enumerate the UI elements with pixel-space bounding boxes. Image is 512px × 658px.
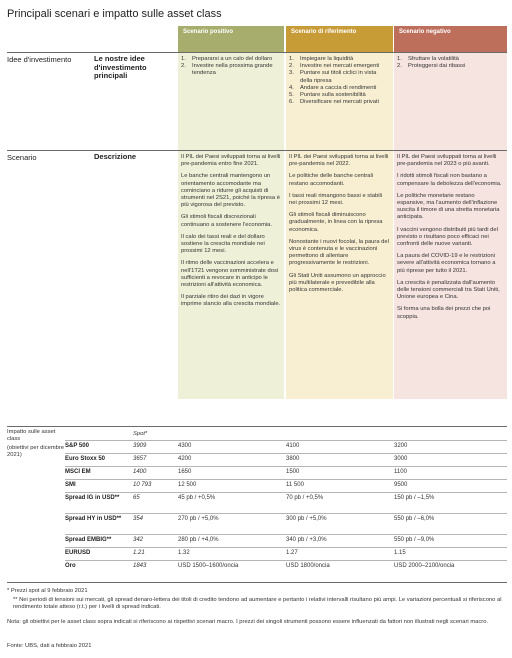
investment-idea-item: 2. Investire nei mercati emergenti: [289, 63, 380, 70]
spot-value: 342: [133, 537, 144, 543]
asset-name: MSCI EM: [65, 469, 91, 475]
negative-value: 550 pb / –6,0%: [394, 516, 435, 522]
footnote-spot: * Prezzi spot al 9 febbraio 2021: [7, 588, 88, 594]
reference-value: 70 pb / +0,5%: [286, 495, 324, 501]
table-row: [65, 560, 507, 573]
scenario-paragraph: Il ritmo delle vaccinazioni accelera e nell'1T21 vengono somministrate dosi sufficienti a revocare in anticipo le restrizioni all'attività economica.: [181, 260, 279, 289]
investment-positive: [181, 56, 281, 78]
table-row: [65, 513, 507, 534]
scenario-paragraph: Le politiche monetarie restano espansive, ma l'aumento dell'inflazione suscita il timore di una stretta monetaria anticipata.: [397, 192, 500, 221]
scenario-paragraph: Gli stimoli fiscali discrezionali continuano a sostenere l'economia.: [181, 214, 273, 228]
asset-name: Euro Stoxx 50: [65, 456, 106, 462]
investment-idea-item: 5. Puntare sulla sostenibilità: [289, 92, 366, 99]
table-row: [65, 534, 507, 547]
divider: [7, 52, 507, 53]
negative-value: 9500: [394, 482, 408, 488]
spot-value: 354: [133, 516, 144, 522]
positive-value: 45 pb / +0,5%: [178, 495, 216, 501]
scenario-paragraph: I vaccini vengono distribuiti più tardi del previsto o risultano poco efficaci nei confronti delle nuove varianti.: [397, 226, 498, 248]
spot-value: 3909: [133, 443, 147, 449]
scenario-paragraph: Il PIL dei Paesi sviluppati torna ai livelli pre-pandemia nel 2023 o più avanti.: [397, 154, 497, 168]
scenario-negative: [397, 154, 503, 326]
scenario-paragraph: Le banche centrali mantengono un orientamento accomodante ma cominciano a ridurre gli acquisti di strumenti nel 2S21, poiché la ripresa è più vigorosa del previsto.: [181, 173, 280, 209]
scenario-paragraph: Il parziale ritiro dei dazi in vigore imprime slancio alla crescita mondiale.: [181, 294, 281, 308]
reference-value: 340 pb / +3,0%: [286, 537, 327, 543]
footnote-spread: ** Nei periodi di tensioni sui mercati, gli spread denaro-lettera dei titoli di credito tendono ad aumentare e pertanto i relativi intervalli risultano più ampi. Le variazioni percentuali si riferiscono al rendimento totale atteso (r.t.) per i livelli di spread indicati.: [13, 597, 502, 611]
source-line: Fonte: UBS, dati a febbraio 2021: [7, 643, 92, 649]
scenario-paragraph: Il calo dei tassi reali e del dollaro sostiene la crescita mondiale nei prossimi 12 mesi.: [181, 233, 265, 255]
reference-value: 3800: [286, 456, 300, 462]
investment-idea-item: 6. Diversificare nei mercati privati: [289, 99, 379, 106]
scenario-paragraph: Il PIL dei Paesi sviluppati torna ai livelli pre-pandemia nel 2022.: [289, 154, 389, 168]
negative-value: USD 2000–2100/oncia: [394, 563, 455, 569]
scenario-paragraph: Si forma una bolla dei prezzi che poi scoppia.: [397, 306, 491, 320]
spot-value: 1843: [133, 563, 147, 569]
positive-value: USD 1500–1600/oncia: [178, 563, 239, 569]
reference-value: 300 pb / +5,0%: [286, 516, 327, 522]
impact-table: [65, 440, 507, 573]
positive-value: 1.32: [178, 550, 190, 556]
spot-header: Spot*: [133, 431, 148, 437]
investment-idea-item: 1. Prepararsi a un calo del dollaro: [181, 56, 273, 62]
investment-row-label: Idee d'investimento: [7, 55, 72, 64]
positive-value: 270 pb / +5,0%: [178, 516, 219, 522]
scenario-paragraph: Gli stimoli fiscali diminuiscono gradualmente, in linea con la ripresa economica.: [289, 212, 383, 233]
header-reference: Scenario di riferimento: [286, 26, 393, 52]
investment-idea-item: 3. Puntare sui titoli ciclici in vista della ripresa: [289, 70, 377, 84]
table-row: [65, 453, 507, 466]
header-positive: Scenario positivo: [178, 26, 284, 52]
negative-value: 150 pb / –1,5%: [394, 495, 435, 501]
asset-name: Oro: [65, 563, 76, 569]
header-negative: Scenario negativo: [394, 26, 507, 52]
positive-value: 12 500: [178, 482, 197, 488]
positive-value: 4200: [178, 456, 192, 462]
investment-row-heading: Le nostre idee d'investimento principali: [94, 54, 147, 80]
page-title: Principali scenari e impatto sulle asset class: [7, 8, 222, 20]
scenario-paragraph: Nonostante i nuovi focolai, la paura del virus è contenuta e le vaccinazioni permettono di allentare progressivamente le restrizioni.: [289, 238, 389, 267]
table-row: [65, 479, 507, 492]
divider: [7, 582, 507, 583]
negative-value: 3200: [394, 443, 408, 449]
scenario-positive: [181, 154, 281, 314]
reference-value: 1.27: [286, 550, 298, 556]
scenario-paragraph: Le politiche delle banche centrali restano accomodanti.: [289, 173, 374, 187]
scenario-paragraph: La crescita è penalizzata dall'aumento delle tensioni commerciali tra Stati Uniti, Unione europea e Cina.: [397, 279, 500, 301]
scenario-row-heading: Descrizione: [94, 152, 137, 161]
investment-negative: [397, 56, 503, 70]
spot-value: 3657: [133, 456, 147, 462]
asset-name: Spread EMBIG**: [65, 537, 112, 543]
positive-value: 280 pb / +4,0%: [178, 537, 219, 543]
negative-value: 1.15: [394, 550, 406, 556]
impact-subtitle: (obiettivi per dicembre 2021): [7, 445, 65, 458]
scenario-paragraph: La paura del COVID-19 e le restrizioni severe all'attività economica tornano a più riprese per tutto il 2021.: [397, 253, 496, 274]
spot-value: 65: [133, 495, 140, 501]
scenario-paragraph: I tassi reali rimangono bassi e stabili nei prossimi 12 mesi.: [289, 192, 383, 207]
table-row: [65, 547, 507, 560]
reference-value: 11 500: [286, 482, 304, 488]
scenario-paragraph: I ridotti stimoli fiscali non bastano a compensare la debolezza dell'economia.: [397, 173, 502, 187]
table-row: [65, 492, 507, 513]
spot-value: 10 793: [133, 482, 152, 488]
footnote-note: Nota: gli obiettivi per le asset class sopra indicati si riferiscono ai rispettivi scenari macro. I prezzi dei singoli strumenti possono essere influenzati da fattori non illustrati negli scenari macro.: [7, 619, 489, 625]
negative-value: 3000: [394, 456, 408, 462]
investment-idea-item: 4. Andare a caccia di rendimenti: [289, 84, 377, 91]
impact-label: [7, 429, 65, 459]
reference-value: 1500: [286, 469, 300, 475]
negative-value: 1100: [394, 469, 407, 475]
asset-name: EURUSD: [65, 550, 91, 556]
spot-value: 1400: [133, 469, 147, 475]
spot-value: 1.21: [133, 550, 145, 556]
table-row: [65, 466, 507, 479]
asset-name: SMI: [65, 482, 76, 488]
investment-idea-item: 1. Impiegare la liquidità: [289, 56, 354, 62]
investment-idea-item: 2. Proteggersi dai ribassi: [397, 63, 466, 70]
divider: [7, 150, 507, 151]
divider: [7, 426, 507, 427]
negative-value: 550 pb / –9,0%: [394, 537, 435, 543]
asset-name: Spread IG in USD**: [65, 495, 120, 501]
scenario-row-label: Scenario: [7, 153, 37, 162]
scenario-paragraph: Gli Stati Uniti assumono un approccio più multilaterale e prevedibile alla politica commerciale.: [289, 272, 386, 294]
investment-idea-item: 2. Investire nella prossima grande tendenza: [181, 63, 273, 77]
investment-reference: [289, 56, 390, 106]
scenario-reference: [289, 154, 390, 299]
reference-value: USD 1800/oncia: [286, 563, 330, 569]
positive-value: 1650: [178, 469, 192, 475]
asset-name: S&P 500: [65, 443, 89, 449]
table-row: [65, 440, 507, 453]
scenario-paragraph: Il PIL dei Paesi sviluppati torna ai livelli pre-pandemia entro fine 2021.: [181, 154, 281, 168]
investment-idea-item: 1. Sfruttare la volatilità: [397, 56, 459, 62]
asset-name: Spread HY in USD**: [65, 516, 122, 522]
positive-value: 4300: [178, 443, 192, 449]
reference-value: 4100: [286, 443, 300, 449]
impact-title: Impatto sulle asset class: [7, 429, 56, 442]
